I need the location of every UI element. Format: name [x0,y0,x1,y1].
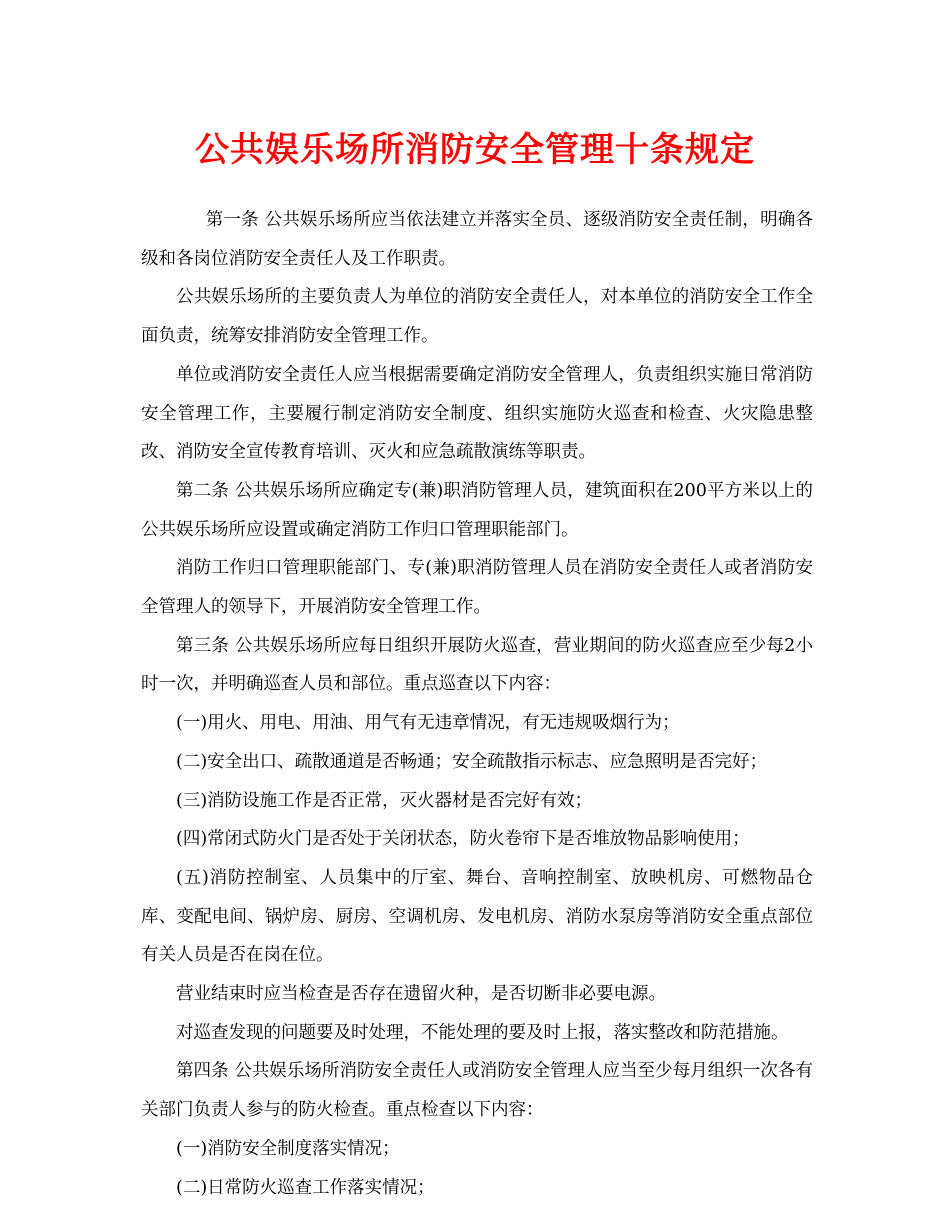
list-item: (三)消防设施工作是否正常，灭火器材是否完好有效； [176,790,593,811]
list-item: (二)日常防火巡查工作落实情况； [176,1177,435,1198]
paragraph-article-4: 第四条 公共娱乐场所消防安全责任人或消防安全管理人应当至少每月组织一次各有关部门负责人参与的防火检查。重点检查以下内容： [141,1061,813,1121]
paragraph-article-2: 第二条 公共娱乐场所应确定专(兼)职消防管理人员，建筑面积在200平方米以上的公共娱乐场所应设置或确定消防工作归口管理职能部门。 [141,480,813,540]
document-body [141,201,813,1207]
list-item: (五)消防控制室、人员集中的厅室、舞台、音响控制室、放映机房、可燃物品仓库、变配电间、锅炉房、厨房、空调机房、发电机房、消防水泵房等消防安全重点部位有关人员是否在岗在位。 [141,867,813,966]
paragraph: 对巡查发现的问题要及时处理，不能处理的要及时上报，落实整改和防范措施。 [176,1022,789,1043]
paragraph-article-1: 第一条 公共娱乐场所应当依法建立并落实全员、逐级消防安全责任制，明确各级和各岗位消防安全责任人及工作职责。 [141,210,813,269]
list-item: (四)常闭式防火门是否处于关闭状态，防火卷帘下是否堆放物品影响使用； [176,829,750,850]
list-item: (一)用火、用电、用油、用气有无违章情况，有无违规吸烟行为； [176,713,680,734]
paragraph: 营业结束时应当检查是否存在遗留火种，是否切断非必要电源。 [176,984,666,1005]
paragraph: 消防工作归口管理职能部门、专(兼)职消防管理人员在消防安全责任人或者消防安全管理人的领导下，开展消防安全管理工作。 [141,558,813,618]
list-item: (二)安全出口、疏散通道是否畅通；安全疏散指示标志、应急照明是否完好； [176,751,768,772]
list-item: (一)消防安全制度落实情况； [176,1138,400,1159]
paragraph: 公共娱乐场所的主要负责人为单位的消防安全责任人，对本单位的消防安全工作全面负责，统筹安排消防安全管理工作。 [141,287,813,347]
paragraph: 单位或消防安全责任人应当根据需要确定消防安全管理人，负责组织实施日常消防安全管理工作，主要履行制定消防安全制度、组织实施防火巡查和检查、火灾隐患整改、消防安全宣传教育培训、灭火和应急疏散演练等职责。 [141,364,813,463]
paragraph-article-3: 第三条 公共娱乐场所应每日组织开展防火巡查，营业期间的防火巡查应至少每2小时一次，并明确巡查人员和部位。重点巡查以下内容： [141,635,813,695]
document-title: 公共娱乐场所消防安全管理十条规定 [195,130,755,170]
